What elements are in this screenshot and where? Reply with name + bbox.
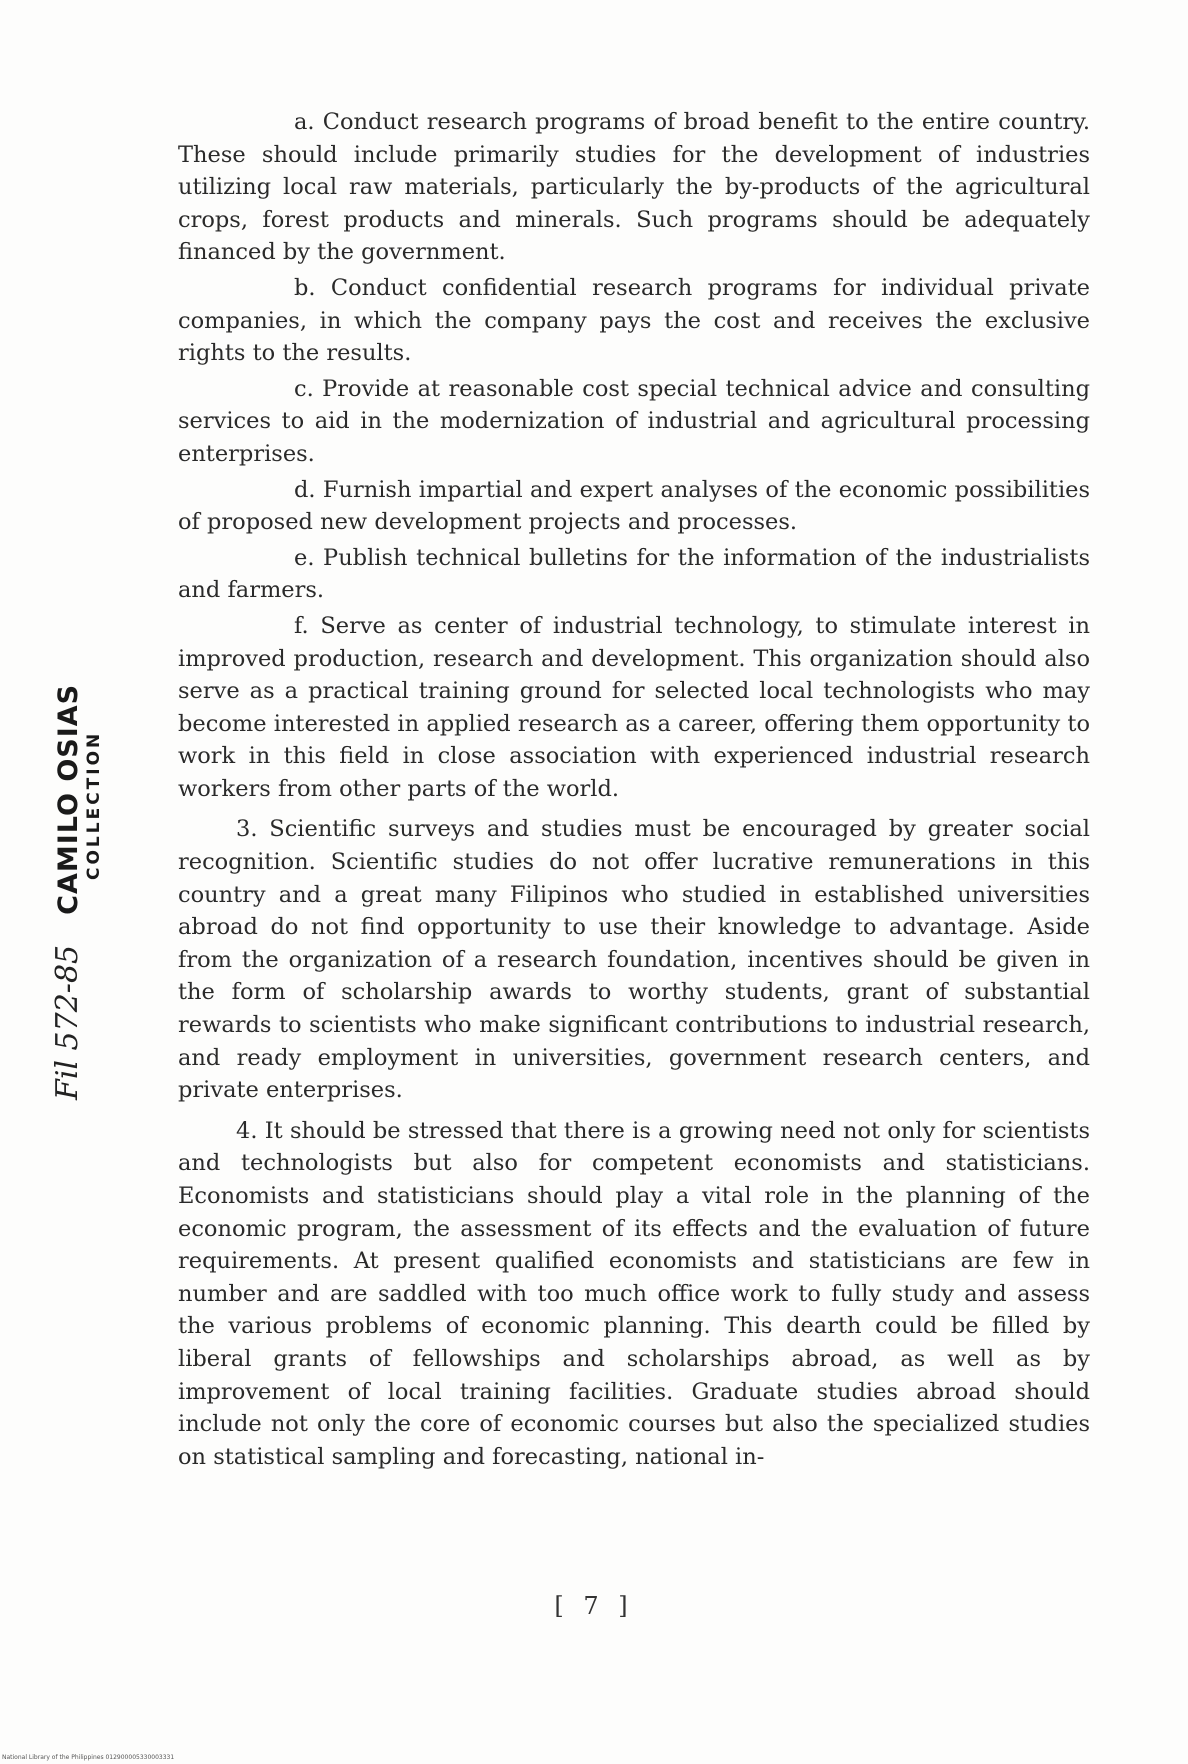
paragraph-e: e. Publish technical bulletins for the information of the industrialists and farmers. (178, 544, 1090, 604)
paragraph-d: d. Furnish impartial and expert analyses of the economic possibilities of proposed new development projects and processes. (178, 476, 1090, 536)
paragraph-c: c. Provide at reasonable cost special technical advice and consulting services to aid in the modernization of industrial and agricultural processing enterprises. (178, 375, 1090, 467)
scan-footer: National Library of the Philippines 012900005330003331 (2, 1754, 175, 1761)
paragraph-4: 4. It should be stressed that there is a growing need not only for scientists and technologists but also for competent economists and statisticians. Economists and statisticians should play a vital role in the planning of the economic program, the assessment of its effects and the evaluation of future requirements. At present qualified economists and statisticians are few in number and are saddled with too much office work to fully study and assess the various problems of economic planning. This dearth could be filled by liberal grants of fellowships and scholarships abroad, as well as by improvement of local training facilities. Graduate studies abroad should include not only the core of economic courses but also the specialized studies on statistical sampling and forecasting, national in- (178, 1117, 1090, 1470)
collection-name: CAMILO OSIAS (53, 683, 84, 915)
collection-label: COLLECTION (84, 730, 104, 880)
call-number: Fil 572-85 (50, 944, 85, 1100)
collection-stamp (50, 683, 104, 1101)
paragraph-b: b. Conduct confidential research programs for individual private companies, in which the company pays the cost and receives the exclusive rights to the results. (178, 274, 1090, 367)
paragraph-a: a. Conduct research programs of broad benefit to the entire country. These should include primarily studies for the development of industries utilizing local raw materials, particularly the by-products of the agricultural crops, forest products and minerals. Such programs should be adequately financed by the government. (178, 109, 1090, 266)
paragraph-f: f. Serve as center of industrial technology, to stimulate interest in improved production, research and development. This organization should also serve as a practical training ground for selected local technologists who may become interested in applied research as a career, offering them opportunity to work in this field in close association with experienced industrial research workers from other parts of the world. (178, 612, 1090, 802)
page-number: [ 7 ] (554, 1592, 634, 1620)
paragraph-3: 3. Scientific surveys and studies must be encouraged by greater social recognition. Scientific studies do not offer lucrative remunerations in this country and a great many Filipinos who studied in established universities abroad do not find opportunity to use their knowledge to advantage. Aside from the organization of a research foundation, incentives should be given in the form of scholarship awards to worthy students, grant of substantial rewards to scientists who make significant contributions to industrial research, and ready employment in universities, government research centers, and private enterprises. (178, 816, 1090, 1104)
body-text (178, 106, 1090, 1476)
